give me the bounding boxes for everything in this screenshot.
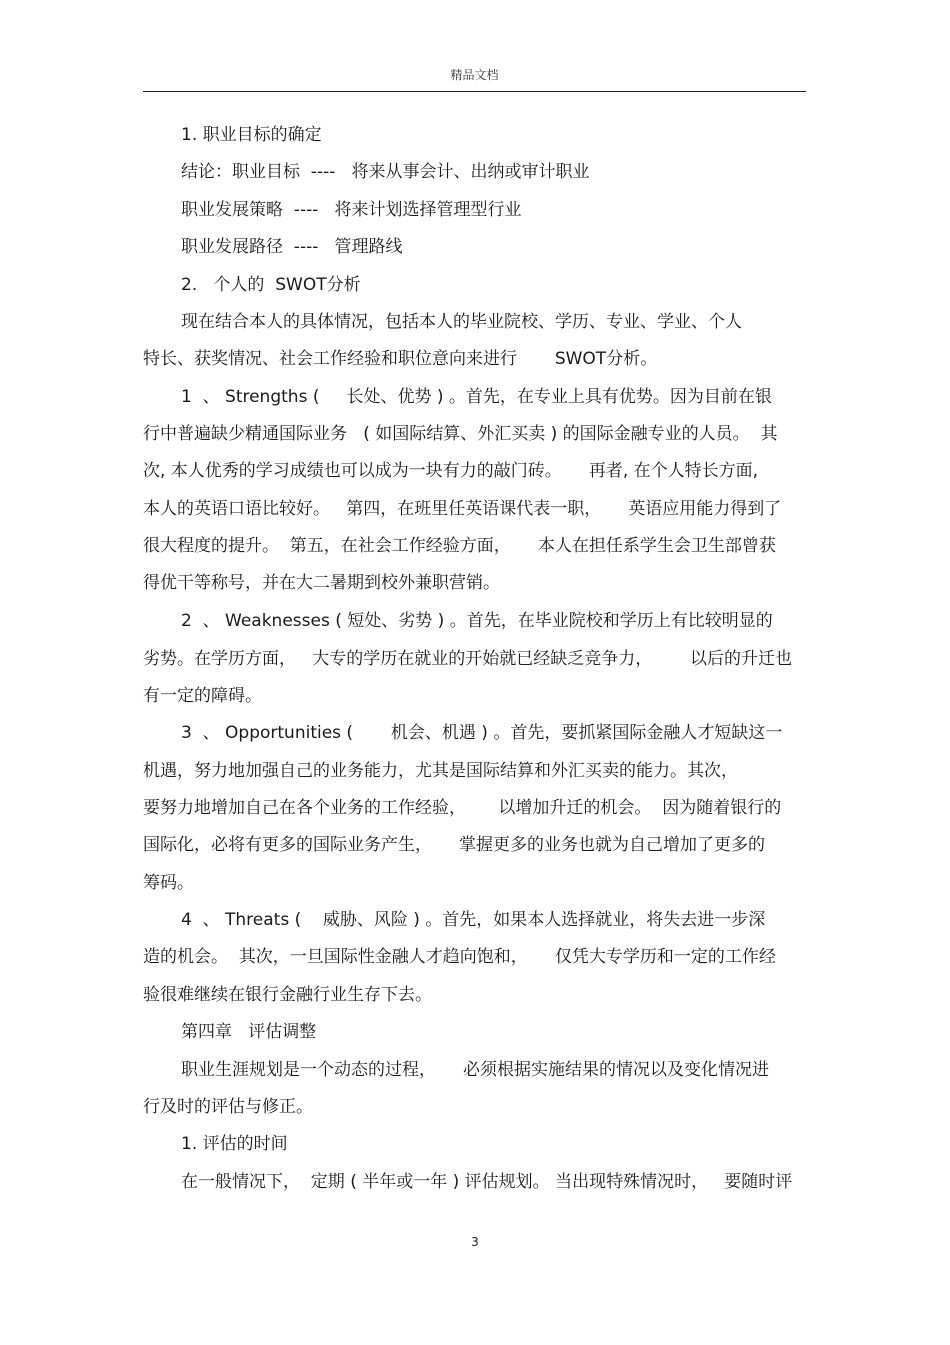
text-line: 职业发展路径 ---- 管理路线 (181, 237, 403, 257)
paragraph-line: 验很难继续在银行金融行业生存下去。 (143, 985, 432, 1005)
paragraph-line: 现在结合本人的具体情况，包括本人的毕业院校、学历、专业、学业、个人 (181, 312, 742, 332)
paragraph-line: 在一般情况下， 定期 ( 半年或一年 ) 评估规划。 当出现特殊情况时， 要随时评 (181, 1172, 793, 1192)
paragraph-line: 职业生涯规划是一个动态的过程， 必须根据实施结果的情况以及变化情况进 (181, 1060, 770, 1080)
paragraph-line: 机遇，努力地加强自己的业务能力，尤其是国际结算和外汇买卖的能力。其次， (143, 761, 738, 781)
paragraph-line: 次, 本人优秀的学习成绩也可以成为一块有力的敲门砖。 再者, 在个人特长方面, (143, 461, 759, 481)
paragraph-line: 得优干等称号，并在大二暑期到校外兼职营销。 (143, 573, 500, 593)
chapter-heading: 第四章 评估调整 (181, 1022, 317, 1042)
paragraph-line: 造的机会。 其次，一旦国际性金融人才趋向饱和， 仅凭大专学历和一定的工作经 (143, 947, 776, 967)
heading-swot: 2. 个人的 SWOT分析 (181, 275, 361, 295)
paragraph-line: 筹码。 (143, 873, 194, 893)
page-number: 3 (471, 1235, 479, 1249)
paragraph-line: 2 、 Weaknesses ( 短处、劣势 ) 。首先，在毕业院校和学历上有比较明显的 (181, 611, 773, 631)
text-line: 职业发展策略 ---- 将来计划选择管理型行业 (181, 200, 522, 220)
paragraph-line: 3 、 Opportunities ( 机会、机遇 ) 。首先，要抓紧国际金融人才短缺这一 (181, 723, 783, 743)
paragraph-line: 特长、获奖情况、社会工作经验和职位意向来进行 SWOT分析。 (143, 349, 658, 369)
paragraph-line: 劣势。在学历方面， 大专的学历在就业的开始就已经缺乏竞争力， 以后的升迁也 (143, 649, 793, 669)
heading-evaluation-time: 1. 评估的时间 (181, 1134, 288, 1154)
text-line: 结论：职业目标 ---- 将来从事会计、出纳或审计职业 (181, 162, 590, 182)
paragraph-line: 有一定的障碍。 (143, 686, 262, 706)
header-divider (143, 91, 806, 92)
paragraph-line: 1 、 Strengths ( 长处、优势 ) 。首先，在专业上具有优势。因为目前在银 (181, 387, 772, 407)
paragraph-line: 行及时的评估与修正。 (143, 1097, 313, 1117)
paragraph-line: 要努力地增加自己在各个业务的工作经验， 以增加升迁的机会。 因为随着银行的 (143, 798, 782, 818)
paragraph-line: 本人的英语口语比较好。 第四，在班里任英语课代表一职， 英语应用能力得到了 (143, 499, 782, 519)
page-header: 精品文档 (450, 68, 499, 82)
paragraph-line: 国际化，必将有更多的国际业务产生， 掌握更多的业务也就为自己增加了更多的 (143, 835, 766, 855)
paragraph-line: 行中普遍缺少精通国际业务 ( 如国际结算、外汇买卖 ) 的国际金融专业的人员。 其 (143, 424, 778, 444)
heading-career-goal: 1. 职业目标的确定 (181, 125, 322, 145)
paragraph-line: 4 、 Threats ( 威胁、风险 ) 。首先，如果本人选择就业，将失去进一步深 (181, 910, 766, 930)
paragraph-line: 很大程度的提升。 第五，在社会工作经验方面， 本人在担任系学生会卫生部曾获 (143, 536, 776, 556)
